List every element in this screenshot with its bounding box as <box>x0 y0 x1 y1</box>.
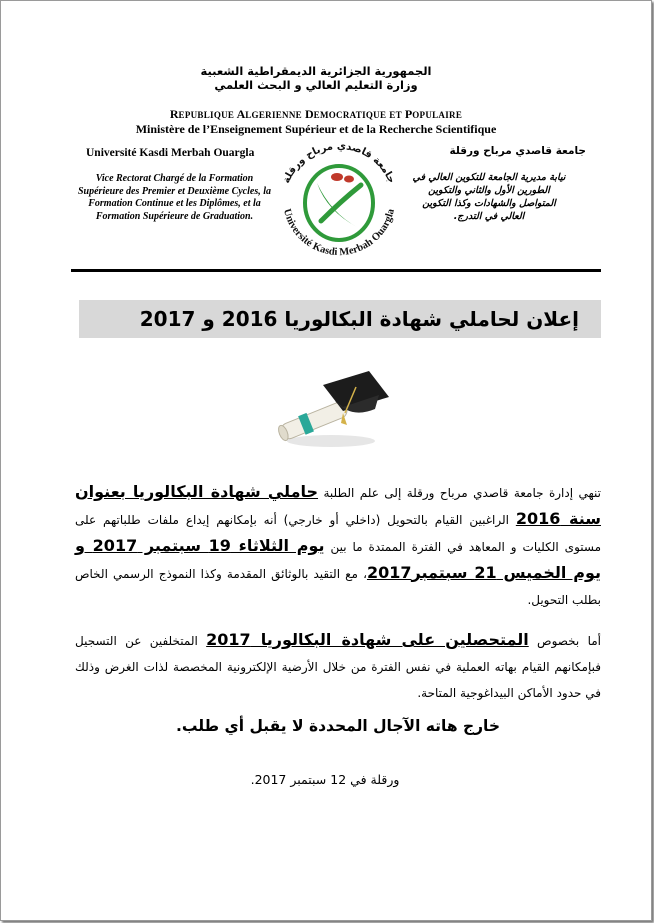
header-divider <box>71 269 601 272</box>
republic-name-fr: REPUBLIQUE ALGERIENNE DEMOCRATIQUE ET POPULAIRE <box>169 107 463 121</box>
vice-rectorate-desc-ar: نيابة مديرية الجامعة للتكوين العالي في الطورين الأول والثاني والتكوين المتواصل والشهادات وكذا التكوين العالي في التدرج. <box>412 172 566 222</box>
graduation-cap-icon <box>271 361 391 453</box>
deadline-notice: خارج هاته الآجال المحددة لا يقبل أي طلب. <box>175 717 501 735</box>
university-name-ar: جامعة قاصدي مرباح ورقلة <box>449 145 586 157</box>
university-name-fr: Université Kasdi Merbah Ouargla <box>86 147 255 159</box>
announcement-body <box>75 479 601 706</box>
ministry-name-fr: Ministère de l’Enseignement Supérieur et de la Recherche Scientifique <box>135 122 497 136</box>
ministry-name-ar: وزارة التعليم العالي و البحث العلمي <box>214 78 418 92</box>
announcement-title: إعلان لحاملي شهادة البكالوريا 2016 و 2017 <box>79 300 601 338</box>
republic-name-ar: الجمهورية الجزائرية الديمقراطية الشعبية <box>200 64 432 78</box>
logo-red-mark <box>331 173 343 181</box>
logo-stroke-shape <box>321 185 361 221</box>
paragraph-transfer: تنهي إدارة جامعة قاصدي مرباح ورقلة إلى علم الطلبة حاملي شهادة البكالوريا بعنوان سنة 2016 الراغبين القيام بالتحويل (داخلي أو خارجي) أنه بإمكانهم إيداع ملفات طلباتهم على مستوى الكليات و المعاهد في الفترة الممتدة ما بين يوم الثلاثاء 19 سبتمبر 2017 و يوم الخميس 21 سبتمبر2017، مع التقيد بالوثائق المقدمة وكذا النموذج الرسمي الخاص بطلب التحويل. <box>75 482 602 607</box>
paragraph-new-graduates: أما بخصوص المتحصلين على شهادة البكالوريا 2017 المتخلفين عن التسجيل فبإمكانهم القيام بهاته العملية في نفس الفترة من خلال الأرضية الإلكترونية المخصصة لذات الغرض وذلك في حدود الأماكن البيداغوجية المتاحة. <box>75 630 602 700</box>
logo-arc-text-fr: Université Kasdi Merbah Ouargla <box>281 207 397 259</box>
date-line: ورقلة في 12 سبتمبر 2017. <box>250 772 400 787</box>
logo-red-mark <box>344 176 354 183</box>
french-header <box>1 107 631 136</box>
arabic-header <box>1 64 631 92</box>
logo-arc-text-ar: جامعة قاصدي مرباح ورقلة <box>281 141 397 186</box>
vice-rectorate-desc-fr: Vice Rectorat Chargé de la Formation Supérieure des Premier et Deuxième Cycles, la Formation Continue et les Diplômes, et la Formation Supérieure de Graduation. <box>77 173 272 222</box>
university-logo <box>269 141 409 261</box>
